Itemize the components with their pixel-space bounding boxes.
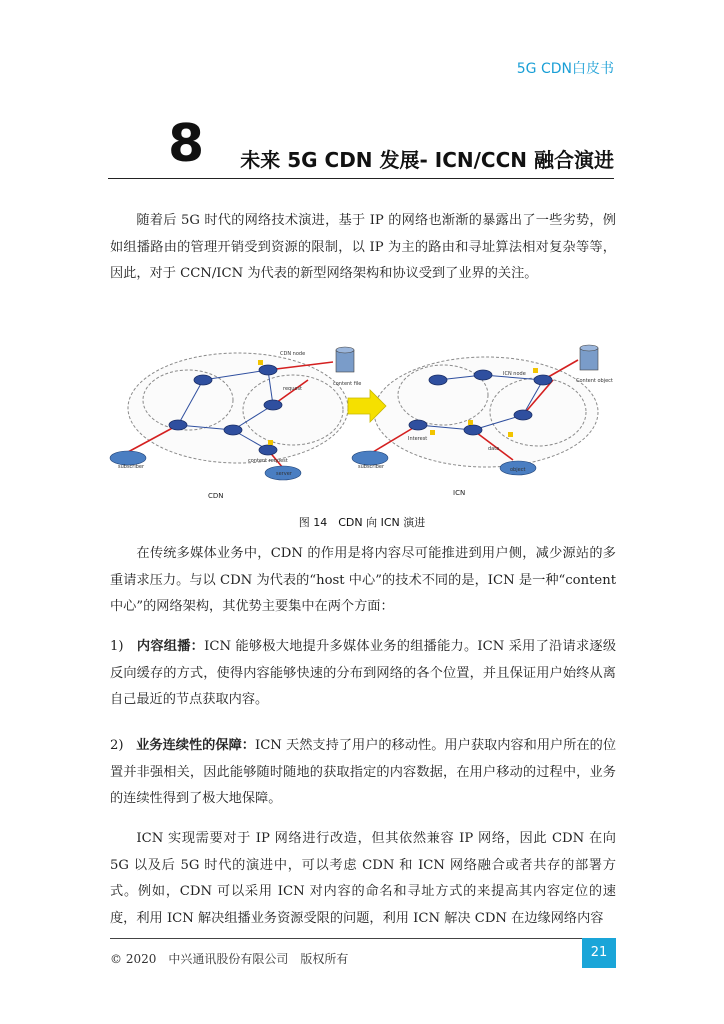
content-server-icon [336, 347, 354, 372]
list-item-title: 内容组播： [136, 639, 205, 654]
paragraph-deployment: ICN 实现需要对于 IP 网络进行改造，但其依然兼容 IP 网络，因此 CDN 在向 5G 以及后 5G 时代的演进中，可以考虑 CDN 和 ICN 网络融合或者共存的部署方式。例如，CDN 可以采用 ICN 对内容的命名和寻址方式的来提高其内容定位的速度，利用 ICN 解决组播业务资源受限的问题，利用 ICN 解决 CDN 在边缘网络内容 [110, 831, 616, 926]
chapter-heading [108, 114, 614, 179]
paragraph-cdn-role: 在传统多媒体业务中，CDN 的作用是将内容尽可能推进到用户侧，减少源站的多重请求压力。与以 CDN 为代表的“host 中心”的技术不同的是，ICN 是一种“content 中心”的网络架构，其优势主要集中在两个方面： [110, 546, 616, 614]
svg-text:Interest: Interest [408, 436, 428, 442]
cdn-icn-figure [108, 340, 618, 505]
cdn-label: CDN [208, 492, 224, 500]
list-number: 1) [110, 639, 124, 654]
svg-text:ICN node: ICN node [503, 371, 526, 377]
chapter-title: 未来 5G CDN 发展- ICN/CCN 融合演进 [240, 148, 614, 172]
running-title: 5G CDN白皮书 [516, 61, 614, 77]
svg-text:object: object [510, 467, 526, 473]
list-item-title: 业务连续性的保障： [136, 738, 255, 753]
svg-text:content file: content file [333, 381, 362, 387]
icn-label: ICN [453, 489, 466, 497]
figure-caption: 图 14 CDN 向 ICN 演进 [298, 516, 426, 529]
svg-text:subscriber: subscriber [358, 464, 385, 470]
svg-text:Content object: Content object [576, 378, 613, 384]
svg-text:subscriber: subscriber [118, 464, 145, 470]
list-number: 2) [110, 738, 124, 753]
network-diagram [108, 340, 618, 505]
list-item-continuity [110, 733, 616, 813]
page-number: 21 [582, 938, 616, 968]
list-item-text: ICN 天然支持了用户的移动性。用户获取内容和用户所在的位置并非强相关，因此能够随时随地的获取指定的内容数据，在用户移动的过程中，业务的连续性得到了极大地保障。 [110, 738, 617, 806]
svg-text:CDN node: CDN node [280, 351, 306, 357]
footer-divider [110, 938, 616, 939]
svg-text:request: request [283, 386, 303, 392]
cdn-cloud [128, 353, 348, 463]
list-item-multicast [110, 634, 616, 714]
svg-text:content request: content request [248, 458, 288, 464]
object-server-icon [580, 345, 598, 370]
copyright: © 2020 中兴通讯股份有限公司 版权所有 [110, 952, 349, 966]
paragraph-intro: 随着后 5G 时代的网络技术演进，基于 IP 的网络也渐渐的暴露出了一些劣势，例如组播路由的管理开销受到资源的限制，以 IP 为主的路由和寻址算法相对复杂等等，因此，对于 CCN/ICN 为代表的新型网络架构和协议受到了业界的关注。 [110, 213, 616, 281]
list-item-text: ICN 能够极大地提升多媒体业务的组播能力。ICN 采用了沿请求逐级反向缓存的方式，使得内容能够快速的分布到网络的各个位置，并且保证用户始终从离自己最近的节点获取内容。 [110, 639, 617, 707]
chapter-number: 8 [168, 114, 205, 174]
svg-text:data: data [488, 446, 500, 452]
svg-text:server: server [276, 471, 292, 477]
